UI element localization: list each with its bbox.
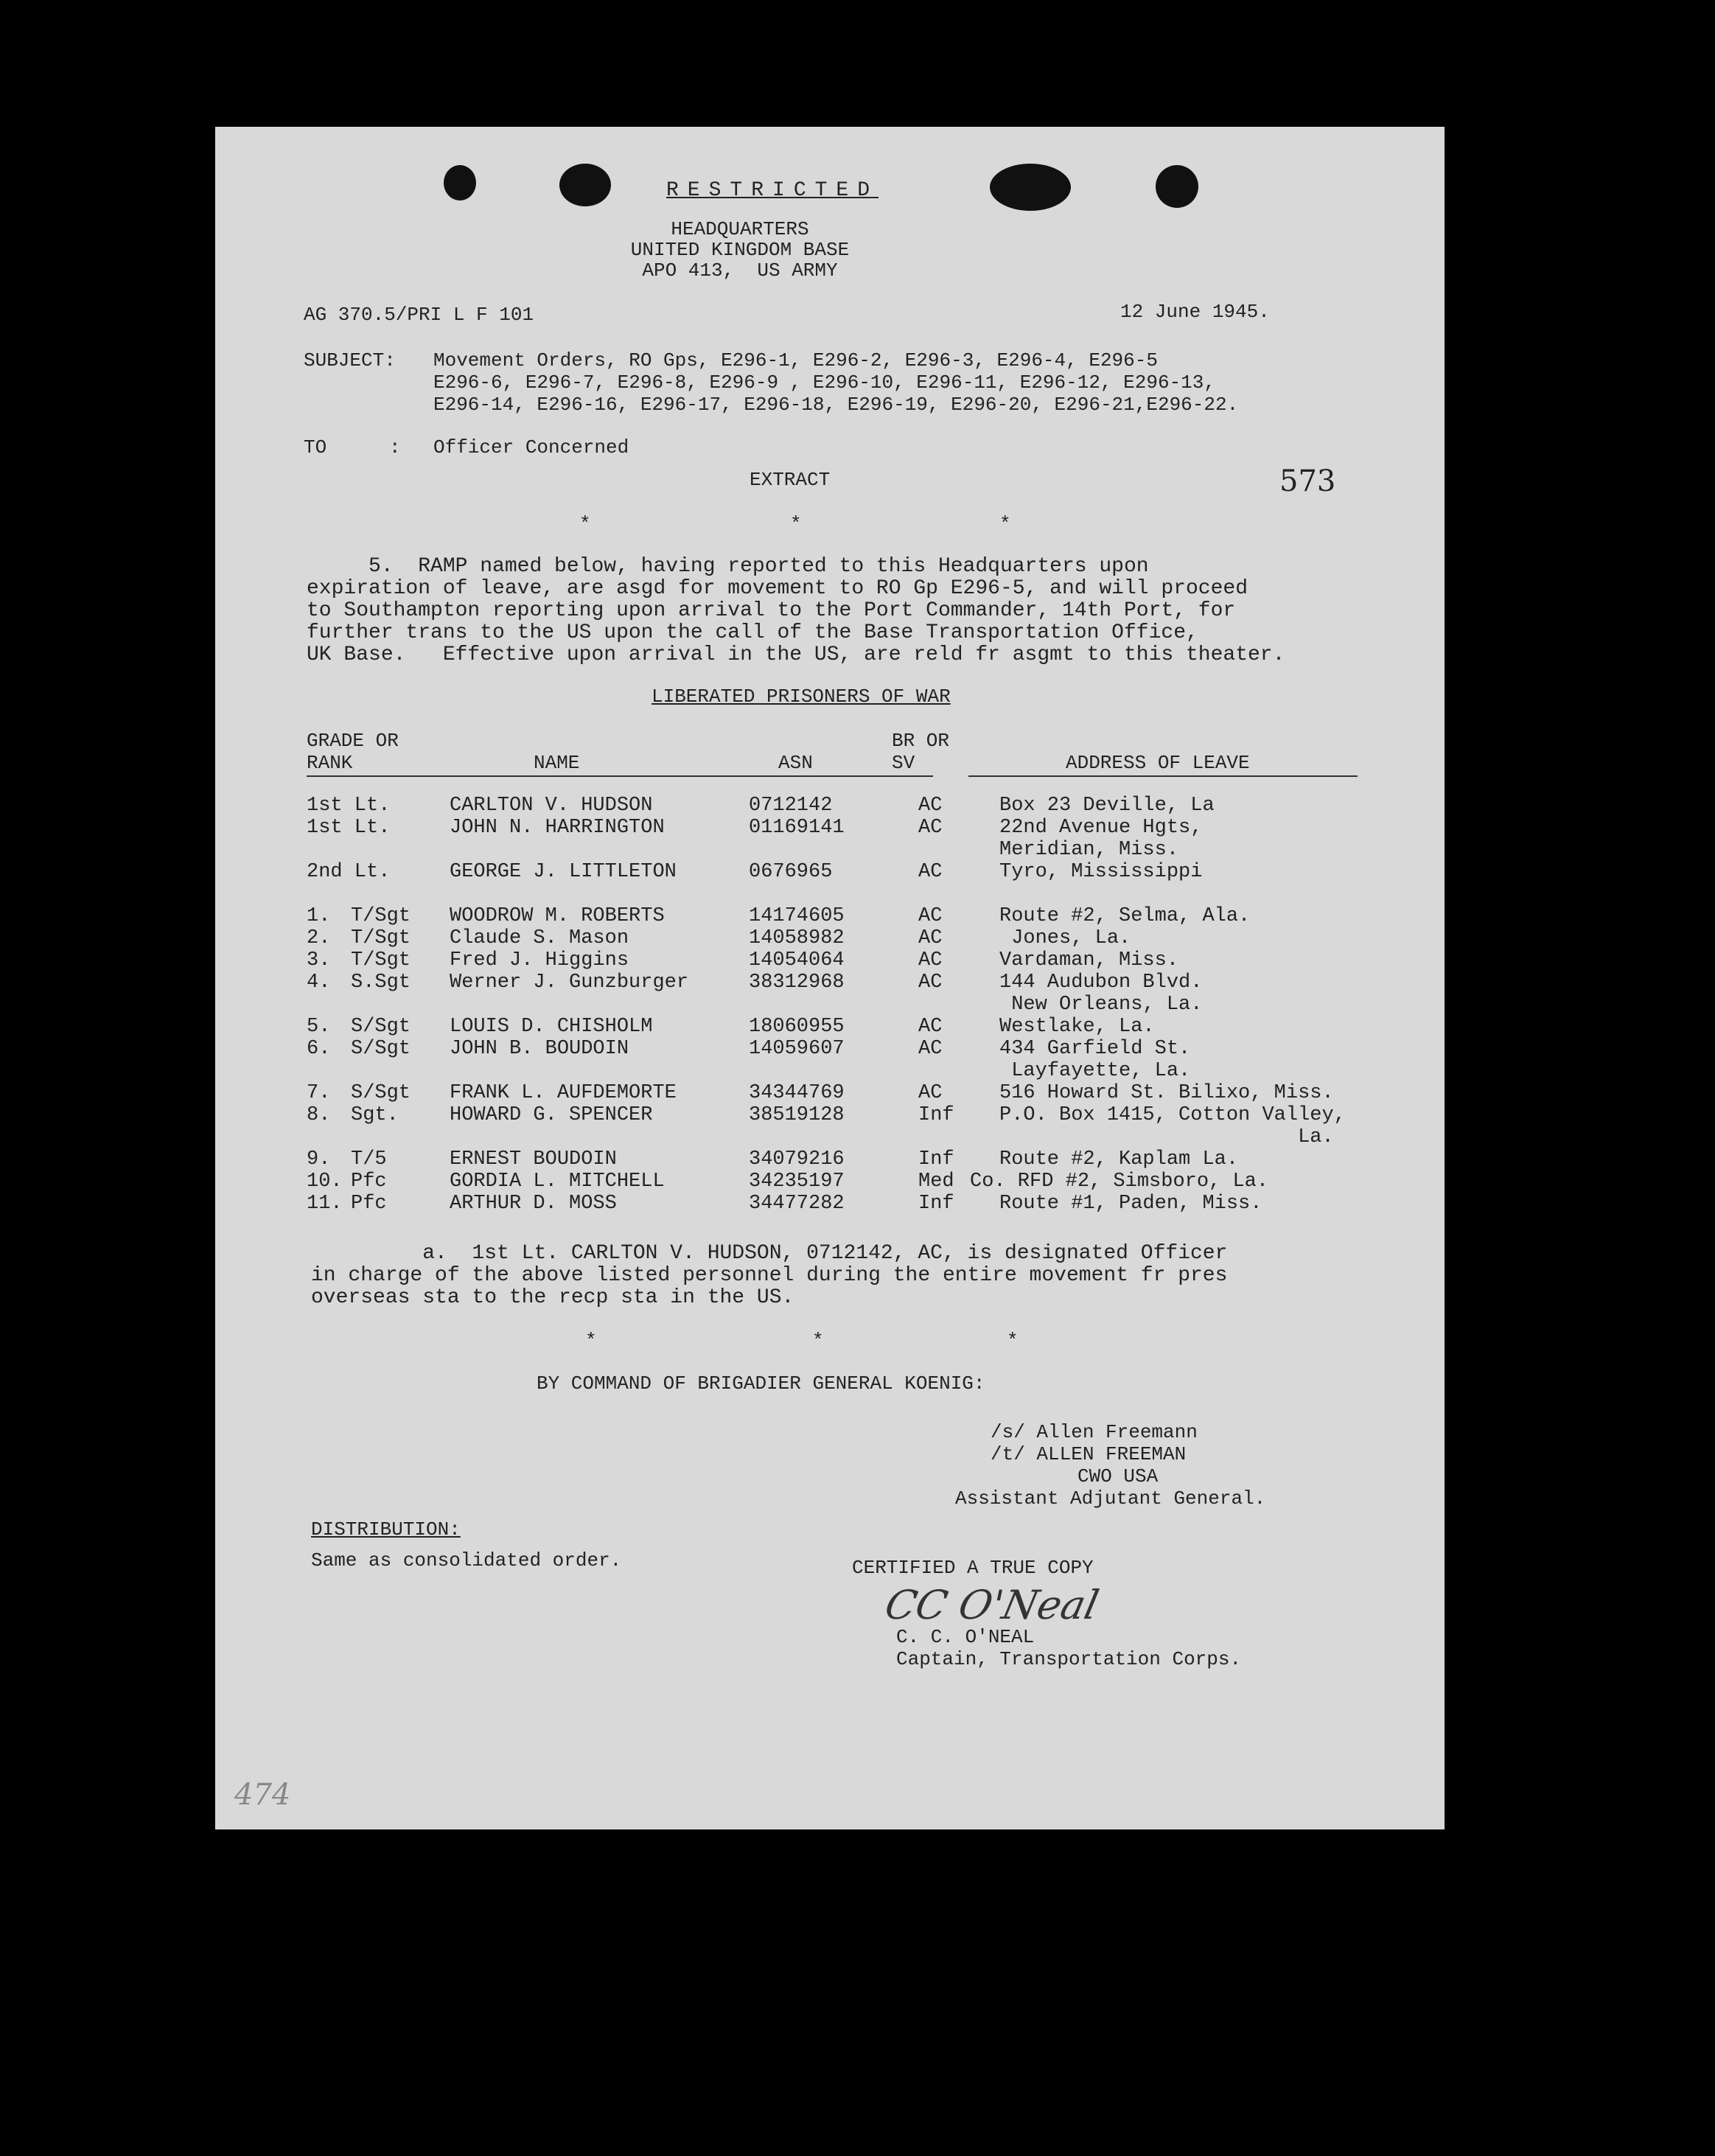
subject-line-1: Movement Orders, RO Gps, E296-1, E296-2, E296-3, E296-4, E296-5 xyxy=(433,349,1158,371)
certifier-name: C. C. O'NEAL xyxy=(896,1626,1035,1648)
signature-line: CWO USA xyxy=(1077,1465,1159,1487)
paragraph-5-line: further trans to the US upon the call of the Base Transportation Office, xyxy=(307,621,1198,644)
subject-line-2: E296-6, E296-7, E296-8, E296-9 , E296-10, E296-11, E296-12, E296-13, xyxy=(433,371,1215,394)
file-reference: AG 370.5/PRI L F 101 xyxy=(304,304,534,326)
page-mark: 474 xyxy=(234,1778,291,1812)
punch-hole xyxy=(1156,165,1198,208)
paragraph-a-line: overseas sta to the recp sta in the US. xyxy=(311,1286,794,1309)
org-line-1: HEADQUARTERS xyxy=(671,218,809,240)
table-row: 1. T/Sgt WOODROW M. ROBERTS 14174605 AC Route #2, Selma, Ala. xyxy=(307,905,1251,927)
punch-hole xyxy=(444,165,476,200)
certification-title: CERTIFIED A TRUE COPY xyxy=(852,1557,1094,1579)
classification-heading: RESTRICTED xyxy=(666,179,879,202)
handwritten-signature: CC O'Neal xyxy=(881,1582,1103,1628)
paragraph-5-line: expiration of leave, are asgd for movement to RO Gp E296-5, and will proceed xyxy=(307,577,1248,600)
table-row: 3. T/Sgt Fred J. Higgins 14054064 AC Vardaman, Miss. xyxy=(307,949,1179,971)
org-line-3: APO 413, US ARMY xyxy=(642,259,838,282)
table-row: New Orleans, La. xyxy=(999,994,1203,1016)
table-row: 8. Sgt. HOWARD G. SPENCER 38519128 Inf P.O. Box 1415, Cotton Valley, xyxy=(307,1104,1346,1126)
subject-label: SUBJECT: xyxy=(304,349,396,371)
table-row: La. xyxy=(999,1126,1334,1148)
separator-star: * xyxy=(1007,1330,1019,1352)
table-row: Meridian, Miss. xyxy=(999,839,1179,861)
header-rank: RANK xyxy=(307,752,353,774)
paragraph-5-line: 5. RAMP named below, having reported to this Headquarters upon xyxy=(307,555,1149,578)
to-colon: : xyxy=(389,436,401,458)
distribution-label: DISTRIBUTION: xyxy=(311,1518,461,1541)
table-title: LIBERATED PRISONERS OF WAR xyxy=(652,685,951,708)
separator-star: * xyxy=(579,513,591,535)
signature-line: /s/ Allen Freemann xyxy=(991,1421,1198,1443)
table-row: 2nd Lt. GEORGE J. LITTLETON 0676965 AC Tyro, Mississippi xyxy=(307,861,1203,883)
header-asn: ASN xyxy=(778,752,813,774)
separator-star: * xyxy=(585,1330,597,1352)
table-row: 7. S/Sgt FRANK L. AUFDEMORTE 34344769 AC 516 Howard St. Bilixo, Miss. xyxy=(307,1082,1334,1104)
paragraph-a-line: in charge of the above listed personnel during the entire movement fr pres xyxy=(311,1264,1228,1287)
header-rule xyxy=(307,775,933,777)
to-value: Officer Concerned xyxy=(433,436,629,458)
separator-star: * xyxy=(999,513,1011,535)
table-row: 9. T/5 ERNEST BOUDOIN 34079216 Inf Route #2, Kaplam La. xyxy=(307,1148,1239,1171)
org-line-2: UNITED KINGDOM BASE xyxy=(630,239,850,261)
distribution-value: Same as consolidated order. xyxy=(311,1549,622,1571)
paragraph-a-line: a. 1st Lt. CARLTON V. HUDSON, 0712142, AC, is designated Officer xyxy=(311,1242,1228,1265)
subject-line-3: E296-14, E296-16, E296-17, E296-18, E296-19, E296-20, E296-21,E296-22. xyxy=(433,394,1239,416)
table-row: 1st Lt. CARLTON V. HUDSON 0712142 AC Box 23 Deville, La xyxy=(307,795,1215,817)
to-label: TO xyxy=(304,436,327,458)
separator-star: * xyxy=(812,1330,824,1352)
table-row: 5. S/Sgt LOUIS D. CHISHOLM 18060955 AC Westlake, La. xyxy=(307,1016,1155,1038)
punch-hole xyxy=(990,164,1071,211)
punch-hole xyxy=(559,164,611,206)
document-date: 12 June 1945. xyxy=(1120,301,1270,323)
certifier-title: Captain, Transportation Corps. xyxy=(896,1648,1242,1670)
table-row: 1st Lt. JOHN N. HARRINGTON 01169141 AC 22nd Avenue Hgts, xyxy=(307,817,1203,839)
header-branch: BR OR xyxy=(892,730,950,752)
table-row: 10. Pfc GORDIA L. MITCHELL 34235197 Med Co. RFD #2, Simsboro, La. xyxy=(307,1171,1269,1193)
signature-line: /t/ ALLEN FREEMAN xyxy=(991,1443,1187,1465)
command-line: BY COMMAND OF BRIGADIER GENERAL KOENIG: xyxy=(537,1372,985,1395)
table-row: 6. S/Sgt JOHN B. BOUDOIN 14059607 AC 434 Garfield St. xyxy=(307,1038,1191,1060)
header-service: SV xyxy=(892,752,915,774)
header-grade: GRADE OR xyxy=(307,730,399,752)
stamp-number: 573 xyxy=(1279,464,1336,498)
table-row: 11. Pfc ARTHUR D. MOSS 34477282 Inf Route #1, Paden, Miss. xyxy=(307,1193,1262,1215)
header-rule xyxy=(968,775,1358,777)
separator-star: * xyxy=(790,513,802,535)
paragraph-5-line: UK Base. Effective upon arrival in the US, are reld fr asgmt to this theater. xyxy=(307,643,1285,666)
table-row: 2. T/Sgt Claude S. Mason 14058982 AC Jones, La. xyxy=(307,927,1131,949)
document-page xyxy=(215,127,1445,1829)
header-name: NAME xyxy=(534,752,580,774)
signature-line: Assistant Adjutant General. xyxy=(955,1487,1266,1510)
paragraph-5-line: to Southampton reporting upon arrival to the Port Commander, 14th Port, for xyxy=(307,599,1236,622)
extract-title: EXTRACT xyxy=(750,469,831,491)
table-row: 4. S.Sgt Werner J. Gunzburger 38312968 AC 144 Audubon Blvd. xyxy=(307,971,1203,994)
header-address: ADDRESS OF LEAVE xyxy=(1066,752,1250,774)
table-row: Layfayette, La. xyxy=(999,1060,1191,1082)
